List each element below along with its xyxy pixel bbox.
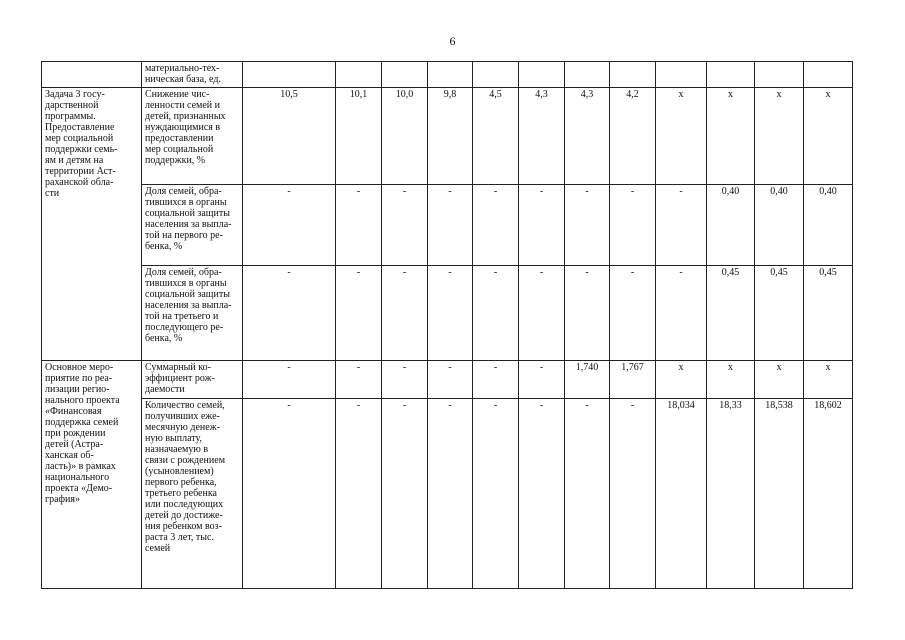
- value-cell: -: [610, 266, 656, 361]
- indicator-cell: [142, 399, 243, 589]
- value-cell: -: [565, 399, 610, 589]
- value-cell: -: [565, 266, 610, 361]
- value-cell: [243, 62, 336, 88]
- table-row: [42, 185, 853, 266]
- table-row: [42, 361, 853, 399]
- indicator-label: Снижение чис- ленности семей и детей, признанных нуждающимися в предоставлении мер социальной поддержки, %: [145, 89, 226, 166]
- value-cell: [473, 62, 519, 88]
- value-cell: -: [565, 185, 610, 266]
- value-cell: -: [382, 361, 428, 399]
- activity-label: Основное меро- приятие по реа- лизации регио- нального проекта «Финансовая поддержка семей при рождении детей (Астра- ханская об- ласть)» в рамках национального проекта «Демо- графия»: [45, 362, 120, 505]
- indicator-label: Суммарный ко- эффициент рож- даемости: [145, 362, 215, 395]
- table-row: [42, 62, 853, 88]
- value-cell: 18,034: [656, 399, 707, 589]
- value-cell: -: [243, 399, 336, 589]
- value-cell: [707, 62, 755, 88]
- indicator-label: Количество семей, получивших еже- месячную денеж- ную выплату, назначаемую в связи с рождением (усыновлением) первого ребенка, третьего ребенка или последующих детей до достиже- ния ребенком воз- раста 3 лет, тыс. семей: [145, 400, 226, 554]
- value-cell: 4,3: [519, 88, 565, 185]
- value-cell: х: [656, 361, 707, 399]
- indicator-cell: [142, 361, 243, 399]
- indicator-cell: [142, 62, 243, 88]
- value-cell: -: [519, 185, 565, 266]
- value-cell: [336, 62, 382, 88]
- value-cell: 18,538: [755, 399, 804, 589]
- value-cell: [656, 62, 707, 88]
- value-cell: х: [755, 361, 804, 399]
- indicator-cell: [142, 266, 243, 361]
- value-cell: 18,602: [804, 399, 853, 589]
- value-cell: 10,5: [243, 88, 336, 185]
- value-cell: х: [804, 361, 853, 399]
- table-row: [42, 88, 853, 185]
- table-row: [42, 266, 853, 361]
- value-cell: -: [336, 361, 382, 399]
- value-cell: -: [382, 266, 428, 361]
- value-cell: 10,0: [382, 88, 428, 185]
- value-cell: 10,1: [336, 88, 382, 185]
- value-cell: [610, 62, 656, 88]
- value-cell: -: [243, 266, 336, 361]
- value-cell: -: [428, 185, 473, 266]
- indicator-label: Доля семей, обра- тившихся в органы социальной защиты населения за выпла- той на третьего и последующего ре- бенка, %: [145, 267, 232, 344]
- value-cell: -: [336, 399, 382, 589]
- value-cell: -: [519, 399, 565, 589]
- value-cell: х: [755, 88, 804, 185]
- value-cell: -: [519, 361, 565, 399]
- value-cell: 1,767: [610, 361, 656, 399]
- value-cell: х: [707, 361, 755, 399]
- value-cell: -: [473, 399, 519, 589]
- indicator-cell: [142, 88, 243, 185]
- value-cell: [519, 62, 565, 88]
- value-cell: 4,2: [610, 88, 656, 185]
- value-cell: -: [610, 399, 656, 589]
- value-cell: -: [428, 399, 473, 589]
- value-cell: -: [428, 361, 473, 399]
- task-label: Задача 3 госу- дарственной программы. Предоставление мер социальной поддержки семь- ям и детям на территории Аст- раханской обла- сти: [45, 89, 118, 199]
- value-cell: -: [473, 266, 519, 361]
- value-cell: х: [804, 88, 853, 185]
- value-cell: 1,740: [565, 361, 610, 399]
- value-cell: [428, 62, 473, 88]
- value-cell: 4,3: [565, 88, 610, 185]
- value-cell: -: [473, 185, 519, 266]
- table-row: [42, 399, 853, 589]
- value-cell: 0,40: [707, 185, 755, 266]
- value-cell: [565, 62, 610, 88]
- value-cell: 4,5: [473, 88, 519, 185]
- value-cell: 0,45: [755, 266, 804, 361]
- value-cell: -: [243, 185, 336, 266]
- task-cell: [42, 88, 142, 361]
- value-cell: -: [610, 185, 656, 266]
- value-cell: 0,40: [755, 185, 804, 266]
- value-cell: 0,45: [804, 266, 853, 361]
- value-cell: х: [656, 88, 707, 185]
- indicator-label: материально-тех- ническая база, ед.: [145, 63, 221, 85]
- value-cell: -: [519, 266, 565, 361]
- value-cell: 0,45: [707, 266, 755, 361]
- value-cell: -: [243, 361, 336, 399]
- value-cell: -: [382, 399, 428, 589]
- value-cell: -: [382, 185, 428, 266]
- value-cell: [755, 62, 804, 88]
- value-cell: 9,8: [428, 88, 473, 185]
- value-cell: х: [707, 88, 755, 185]
- indicator-cell: [142, 185, 243, 266]
- value-cell: -: [336, 185, 382, 266]
- indicator-label: Доля семей, обра- тившихся в органы социальной защиты населения за выпла- той на первого ре- бенка, %: [145, 186, 232, 252]
- value-cell: 18,33: [707, 399, 755, 589]
- program-indicators-table: [41, 61, 853, 589]
- page-number: 6: [449, 34, 456, 48]
- value-cell: 0,40: [804, 185, 853, 266]
- value-cell: -: [428, 266, 473, 361]
- task-cell: [42, 361, 142, 589]
- value-cell: -: [473, 361, 519, 399]
- value-cell: -: [656, 266, 707, 361]
- value-cell: -: [656, 185, 707, 266]
- value-cell: [804, 62, 853, 88]
- value-cell: [382, 62, 428, 88]
- task-cell: [42, 62, 142, 88]
- value-cell: -: [336, 266, 382, 361]
